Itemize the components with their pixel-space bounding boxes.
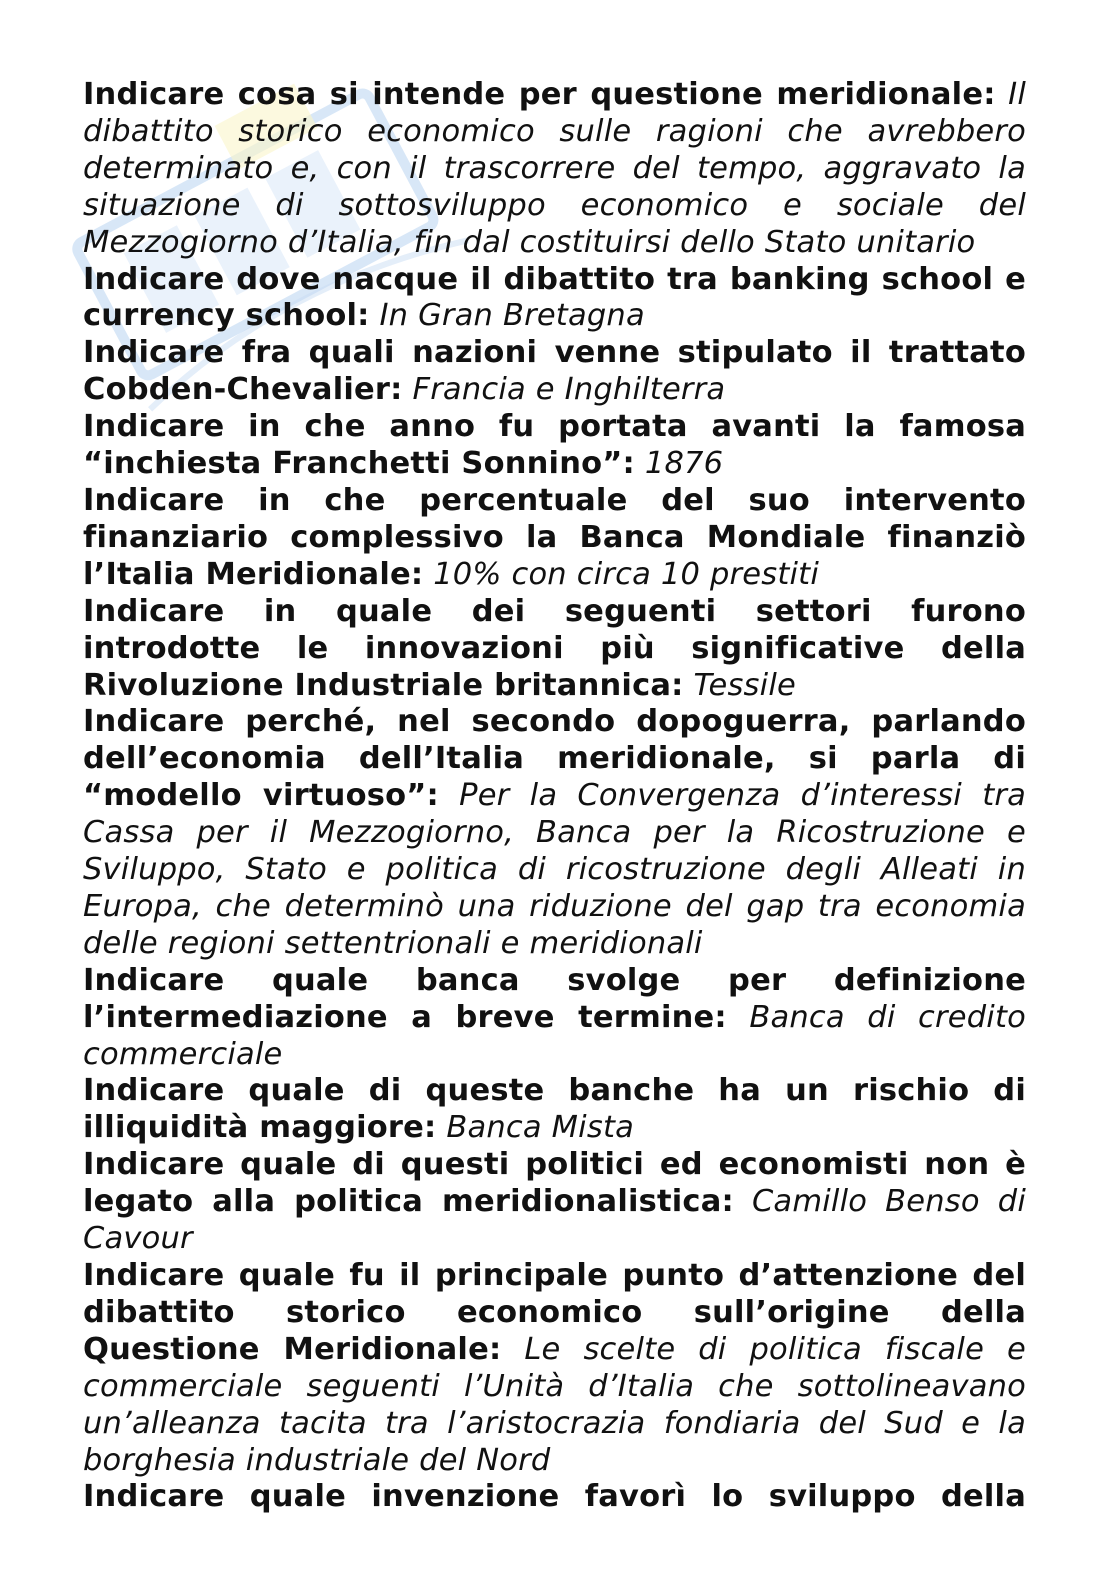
answer-text: Il dibattito storico economico sulle ragioni che avrebbero determinato e, con il trascorrere del tempo, aggravato la situazione di sottosviluppo economico e sociale del Mezzogiorno d’Italia, fin dal costituirsi dello Stato unitario xyxy=(83,77,1027,260)
answer-text: Banca Mista xyxy=(446,1110,634,1146)
qa-item xyxy=(83,1258,1026,1479)
qa-item xyxy=(83,594,1026,705)
answer-text: Le scelte di politica fiscale e commerciale seguenti l’Unità d’Italia che sottolineavano un’alleanza tacita tra l’aristocrazia fondiaria del Sud e la borghesia industriale del Nord xyxy=(83,1331,1027,1478)
question-text: Indicare quale banca svolge per definizione l’intermediazione a breve termine: xyxy=(83,962,1026,1035)
answer-text: 1876 xyxy=(644,446,724,482)
answer-text: Camillo Benso di Cavour xyxy=(83,1184,1026,1257)
qa-item xyxy=(83,704,1026,962)
qa-item xyxy=(83,483,1026,594)
question-text: Indicare quale invenzione favorì lo sviluppo della xyxy=(83,1479,1026,1515)
question-text: Indicare dove nacque il dibattito tra banking school e currency school: xyxy=(83,261,1026,334)
question-text: Indicare in che anno fu portata avanti la famosa “inchiesta Franchetti Sonnino”: xyxy=(83,409,1026,482)
answer-text: Per la Convergenza d’interessi tra Cassa per il Mezzogiorno, Banca per la Ricostruzione e Sviluppo, Stato e politica di ricostruzione degli Alleati in Europa, che determinò una riduzione del gap tra economia delle regioni settentrionali e meridionali xyxy=(83,778,1026,961)
question-text: Indicare cosa si intende per questione meridionale: xyxy=(83,77,996,112)
qa-item xyxy=(83,963,1026,1074)
qa-item xyxy=(83,1479,1026,1516)
qa-item xyxy=(83,1147,1026,1258)
question-text: Indicare in quale dei seguenti settori furono introdotte le innovazioni più significative della Rivoluzione Industriale britannica: xyxy=(83,593,1026,703)
qa-item xyxy=(83,77,1026,262)
qa-item xyxy=(83,1073,1026,1147)
answer-text: In Gran Bretagna xyxy=(379,298,645,334)
answer-text: Francia e Inghilterra xyxy=(412,372,726,408)
question-text: Indicare perché, nel secondo dopoguerra, parlando dell’economia dell’Italia meridionale, si parla di “modello virtuoso”: xyxy=(83,704,1026,814)
question-text: Indicare fra quali nazioni venne stipulato il trattato Cobden-Chevalier: xyxy=(83,335,1026,408)
question-text: Indicare quale fu il principale punto d’attenzione del dibattito storico economico sull’origine della Questione Meridionale: xyxy=(83,1258,1026,1367)
answer-text: Tessile xyxy=(693,667,796,703)
answer-text: Banca di credito commerciale xyxy=(83,999,1026,1072)
document-body xyxy=(83,77,1026,1516)
qa-item xyxy=(83,409,1026,483)
question-text: Indicare quale di questi politici ed economisti non è legato alla politica meridionalistica: xyxy=(83,1147,1026,1220)
qa-item xyxy=(83,262,1026,336)
question-text: Indicare quale di queste banche ha un rischio di illiquidità maggiore: xyxy=(83,1073,1026,1146)
question-text: Indicare in che percentuale del suo intervento finanziario complessivo la Banca Mondiale finanziò l’Italia Meridionale: xyxy=(83,482,1026,592)
answer-text: 10% con circa 10 prestiti xyxy=(433,556,819,592)
qa-item xyxy=(83,335,1026,409)
